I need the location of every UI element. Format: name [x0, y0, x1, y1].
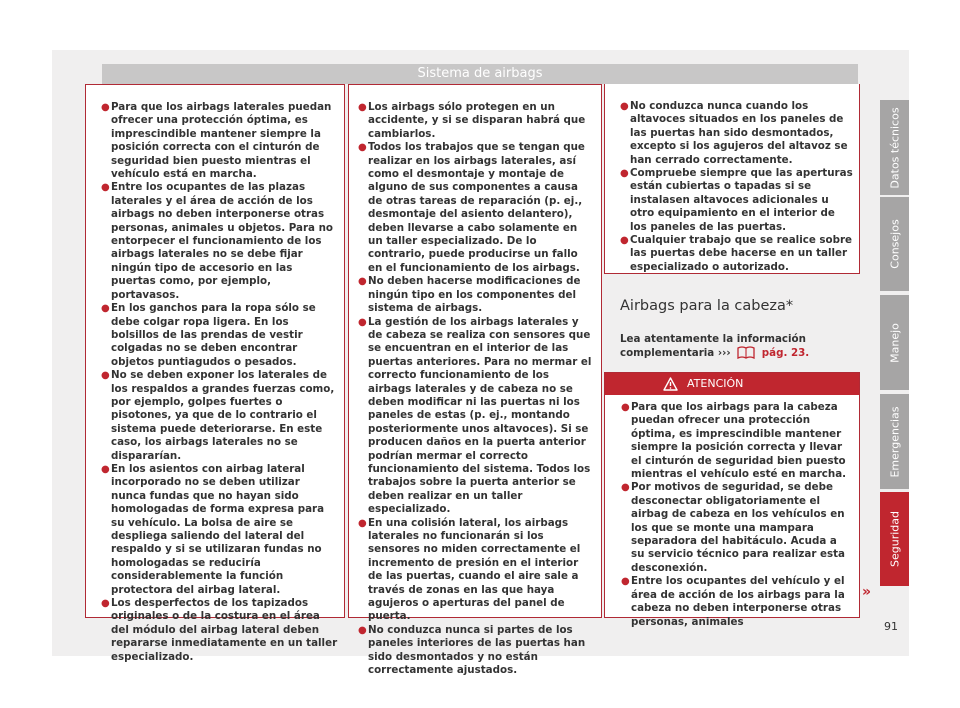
bullet-list-1: [101, 101, 338, 664]
continue-arrow-icon: »: [862, 584, 872, 600]
bullet-dot-icon: ●: [358, 102, 367, 113]
column-3-border: [604, 84, 860, 274]
list-item: ● No conduzca nunca si partes de los paneles interiores de las puertas han sido desmontados y no están correctamente ajustados.: [358, 623, 586, 677]
intro-paragraph: [620, 333, 850, 364]
bullet-dot-icon: ●: [101, 182, 110, 194]
reference-arrows: ›››: [717, 347, 731, 360]
list-item: ● Cualquier trabajo que se realice sobre las puertas debe hacerse en un taller especializado o autorizado.: [620, 234, 853, 273]
bullet-dot-icon: ●: [101, 102, 110, 113]
list-item: ● Compruebe siempre que las aperturas están cubiertas o tapadas si se instalasen altavoces adicionales u otro equipamiento en el interior de los paneles de las puertas.: [620, 167, 853, 233]
list-item: ● No deben hacerse modificaciones de ningún tipo en los componentes del sistema de airbags.: [358, 275, 581, 315]
list-item: ● Entre los ocupantes de las plazas laterales y el área de acción de los airbags no deben interponerse otras personas, animales u objetos. Para no entorpecer el funcionamiento de los airbags laterales no se debe fijar ningún tipo de accesorio en las puertas como, por ejemplo, portavasos.: [101, 181, 333, 301]
list-item: ● Para que los airbags para la cabeza puedan ofrecer una protección óptima, es imprescindible mantener siempre la posición correcta y llevar el cinturón de seguridad bien puesto mientras el vehículo esté en marcha.: [621, 401, 847, 481]
bullet-dot-icon: ●: [620, 168, 629, 180]
list-item: ● Los desperfectos de los tapizados originales o de la costura en el área del módulo del airbag lateral deben repararse inmediatamente en un taller especializado.: [101, 597, 338, 663]
section-title: Airbags para la cabeza*: [620, 298, 794, 314]
list-item: ● No conduzca nunca cuando los altavoces situados en los paneles de las puertas han sido desmontados, excepto si los agujeros del altavoz se han cerrado correctamente.: [620, 100, 848, 166]
bullet-dot-icon: ●: [621, 482, 630, 494]
warning-title: ATENCIÓN: [687, 377, 744, 390]
bullet-dot-icon: ●: [101, 303, 110, 315]
bullet-dot-icon: ●: [621, 576, 630, 588]
bullet-dot-icon: ●: [358, 142, 367, 154]
list-item: ● Todos los trabajos que se tengan que realizar en los airbags laterales, así como el desmontaje y montaje de alguno de sus componentes a causa de otras tareas de reparación (p. ej., desmontaje del asiento delantero), deben llevarse a cabo solamente en un taller especializado. De lo contrario, puede producirse un fallo en el funcionamiento de los airbags.: [358, 141, 585, 274]
warning-triangle-icon: [663, 377, 678, 399]
page-reference-link[interactable]: pág. 23.: [761, 347, 810, 360]
bullet-dot-icon: ●: [101, 598, 110, 610]
warning-continuation-column-2: [348, 84, 602, 677]
bullet-dot-icon: ●: [620, 101, 629, 112]
list-item: ● Para que los airbags laterales puedan ofrecer una protección óptima, es imprescindible mantener siempre la posición correcta con el cinturón de seguridad bien puesto mientras el vehículo está en marcha.: [101, 101, 332, 181]
tab-consejos[interactable]: Consejos: [880, 197, 909, 291]
bullet-list-2: [358, 101, 595, 677]
bullet-dot-icon: ●: [358, 517, 367, 529]
tab-manejo[interactable]: Manejo: [880, 295, 909, 390]
list-item: ● Entre los ocupantes del vehículo y el área de acción de los airbags para la cabeza no deben interponerse otras personas, animales: [621, 575, 845, 628]
list-item: ● No se deben exponer los laterales de los respaldos a grandes fuerzas como, por ejemplo, golpes fuertes o pisotones, ya que de lo contrario el sistema puede deteriorarse. En este caso, los airbags laterales no se dispararían.: [101, 369, 335, 462]
tab-seguridad[interactable]: Seguridad: [880, 492, 909, 586]
tab-datos-tecnicos[interactable]: Datos técnicos: [880, 100, 909, 195]
intro-text: Lea atentamente la información complementaria: [620, 333, 806, 360]
bullet-dot-icon: ●: [101, 463, 110, 475]
bullet-dot-icon: ●: [620, 235, 629, 247]
warning-header: [605, 373, 859, 395]
bullet-dot-icon: ●: [101, 370, 110, 382]
list-item: ● En los ganchos para la ropa sólo se debe colgar ropa ligera. En los bolsillos de las prendas de vestir colgadas no se deben encontrar objetos puntiagudos o pesados.: [101, 302, 316, 368]
tab-emergencias[interactable]: Emergencias: [880, 394, 909, 489]
bullet-dot-icon: ●: [358, 624, 367, 636]
chapter-header: [102, 64, 858, 84]
bullet-dot-icon: ●: [358, 316, 367, 328]
bullet-dot-icon: ●: [358, 276, 367, 288]
list-item: ● Los airbags sólo protegen en un accidente, y si se disparan habrá que cambiarlos.: [358, 101, 586, 140]
warning-bullets: [621, 401, 851, 629]
bullet-dot-icon: ●: [621, 402, 630, 413]
warning-box: [604, 372, 860, 628]
list-item: ● En una colisión lateral, los airbags laterales no funcionarán si los sensores no miden correctamente el incremento de presión en el interior de las puertas, cuando el aire sale a través de zonas en las que haya agujeros o aperturas del panel de puerta.: [358, 516, 581, 623]
list-item: ● La gestión de los airbags laterales y de cabeza se realiza con sensores que se encuentran en el interior de las puertas anteriores. Para no mermar el correcto funcionamiento de los airbags laterales y de cabeza no se deben modificar ni las puertas ni los paneles de estas (p. ej., montando posteriormente unos altavoces). Si se producen daños en la puerta anterior podrían mermar el correcto funcionamiento del sistema. Todos los trabajos sobre la puerta anterior se deben realizar en un taller especializado.: [358, 315, 592, 516]
list-item: ● En los asientos con airbag lateral incorporado no se deben utilizar nunca fundas que no hayan sido homologadas de forma expresa para su vehículo. La bolsa de aire se despliega saliendo del lateral del respaldo y si se utilizaran fundas no homologadas se reduciría considerablemente la función protectora del airbag lateral.: [101, 462, 325, 596]
chapter-title: Sistema de airbags: [417, 66, 543, 81]
list-item: ● Por motivos de seguridad, se debe desconectar obligatoriamente el airbag de cabeza en los vehículos en los que se monte una mampara separadora del habitáculo. Acuda a su servicio técnico para realizar esta desconexión.: [621, 481, 845, 574]
page-number: 91: [884, 620, 898, 633]
warning-continuation-column-1: [85, 84, 345, 663]
book-icon: [737, 346, 755, 363]
